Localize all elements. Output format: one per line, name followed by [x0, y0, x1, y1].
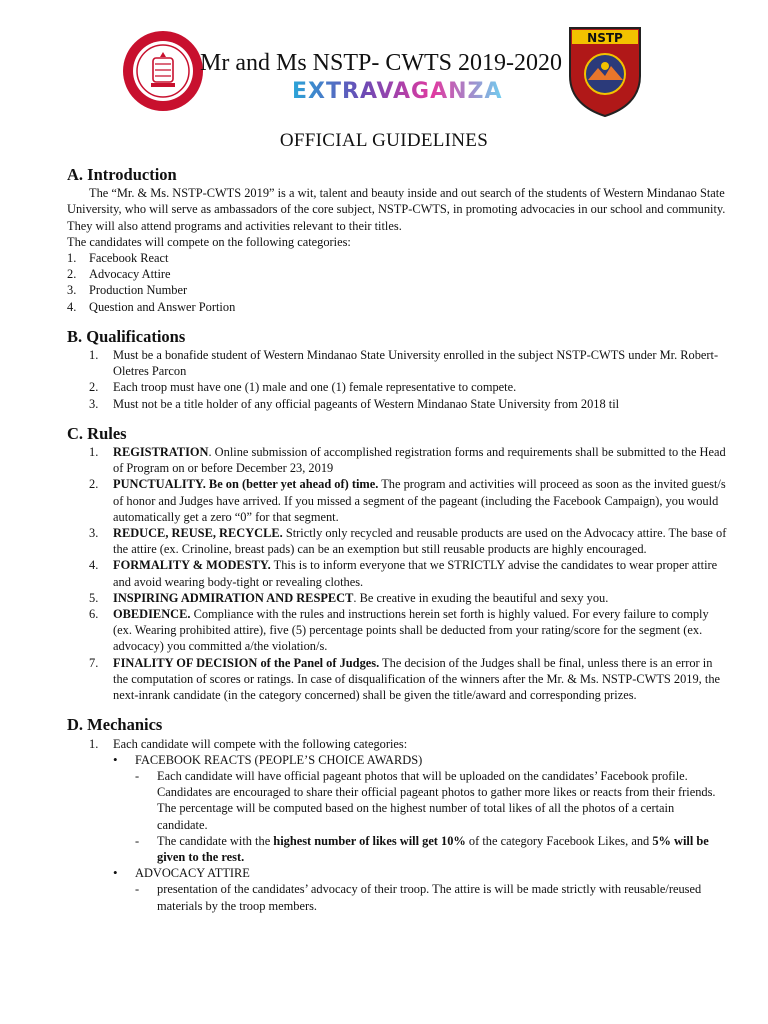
qualifications-list	[67, 347, 727, 412]
section-rules-title: C. Rules	[67, 423, 127, 443]
bullet-icon: •	[113, 865, 118, 881]
list-item: 4. FORMALITY & MODESTY. This is to inform everyone that we STRICTLY advise the candidates to wear proper attire and avoid wearing body-tight or revealing clothes.	[89, 558, 718, 589]
bullet-facebook-reacts: • FACEBOOK REACTS (PEOPLE’S CHOICE AWARDS)	[113, 751, 423, 767]
official-guidelines-heading: OFFICIAL GUIDELINES	[279, 130, 489, 151]
section-introduction-title: A. Introduction	[67, 165, 177, 184]
list-item: 1. Facebook React	[67, 251, 169, 266]
list-item: 2. Each troop must have one (1) male and one (1) female representative to compete.	[89, 380, 517, 395]
dash-icon: -	[135, 882, 140, 897]
list-item: 3. Production Number	[67, 283, 188, 298]
bullet-icon: •	[113, 751, 118, 767]
list-item: 2. PUNCTUALITY. Be on (better yet ahead of) time. The program and activities will proceed as soon as the invited guest/s of honor and Judges have arrived. If you missed a segment of the pageant (including the Facebook Campaign), you would automatically get a zero “0” for that segment.	[89, 477, 726, 524]
mechanics-categories	[113, 752, 727, 914]
bullet-advocacy-attire: • ADVOCACY ATTIRE	[113, 865, 250, 881]
dash-icon: -	[135, 768, 140, 783]
list-item: 4. Question and Answer Portion	[67, 299, 236, 314]
sub-item: - presentation of the candidates’ advocacy of their troop. The attire is will be made strictly with reusable/reused materials by the troop members.	[135, 882, 702, 913]
section-qualifications-title: B. Qualifications	[67, 326, 186, 346]
mechanics-list	[67, 736, 727, 752]
wmsu-seal-logo	[122, 30, 204, 112]
list-item: 1. Must be a bonafide student of Western Mindanao State University enrolled in the subject NSTP-CWTS under Mr. Robert-Oletres Parcon	[89, 348, 719, 379]
extravaganza-wordmark: EXTRAVAGANZA	[292, 79, 503, 104]
list-item: 6. OBEDIENCE. Compliance with the rules and instructions herein set forth is highly valued. For every failure to comply (ex. Wearing prohibited attire), five (5) percentage points shall be deducted from your rating/score for the segment (ex. advocacy) you committed a/the violation/s.	[89, 607, 709, 654]
nstp-badge-logo	[566, 22, 644, 118]
introduction-paragraph: The “Mr. & Ms. NSTP-CWTS 2019” is a wit, talent and beauty inside and out search of the students of Western Mindanao State University, who will serve as ambassadors of the core subject, NSTP-CWTS, in promoting advocacies in our school and community. They will also attend programs and activities relevant to their titles.	[67, 186, 726, 233]
sub-item: - Each candidate will have official pageant photos that will be uploaded on the candidates’ Facebook profile. Candidates are encouraged to share their official pageant photos to gather more likes or reacts from their friends. The percentage will be computed based on the highest number of total likes of all the photos of a certain candidate.	[135, 768, 716, 832]
dash-icon: -	[135, 833, 140, 848]
nstp-badge-text: NSTP	[587, 31, 623, 45]
guidelines-body	[67, 167, 727, 914]
list-item: 3. Must not be a title holder of any official pageants of Western Mindanao State University from 2018 til	[89, 396, 620, 411]
list-item: 7. FINALITY OF DECISION of the Panel of Judges. The decision of the Judges shall be final, unless there is an error in the computation of scores or ratings. In case of disqualification of the winners after the Mr. & Ms. NSTP-CWTS 2019, the next-inrank candidate (in the category concerned) shall be given the title/award and corresponding prizes.	[89, 655, 721, 703]
list-item: 3. REDUCE, REUSE, RECYCLE. Strictly only recycled and reusable products are used on the Advocacy attire. The base of the attire (ex. Crinoline, breast pads) can be an exemption but still reusable products are highly encouraged.	[89, 526, 727, 557]
list-item: 1. REGISTRATION. Online submission of accomplished registration forms and requirements shall be submitted to the Head of Program on or before December 23, 2019	[89, 445, 726, 476]
list-item: 5. INSPIRING ADMIRATION AND RESPECT. Be creative in exuding the beautiful and sexy you.	[89, 590, 609, 605]
sub-item: - The candidate with the highest number of likes will get 10% of the category Facebook Likes, and 5% will be given to the rest.	[135, 833, 709, 864]
event-title: Mr and Ms NSTP- CWTS 2019-2020	[200, 50, 563, 76]
categories-lead: The candidates will compete on the following categories:	[67, 234, 351, 249]
list-item: 2. Advocacy Attire	[67, 267, 171, 282]
category-list	[67, 250, 727, 315]
rules-list	[67, 444, 727, 703]
section-mechanics-title: D. Mechanics	[67, 715, 163, 735]
list-item: 1. Each candidate will compete with the following categories:	[89, 736, 408, 751]
